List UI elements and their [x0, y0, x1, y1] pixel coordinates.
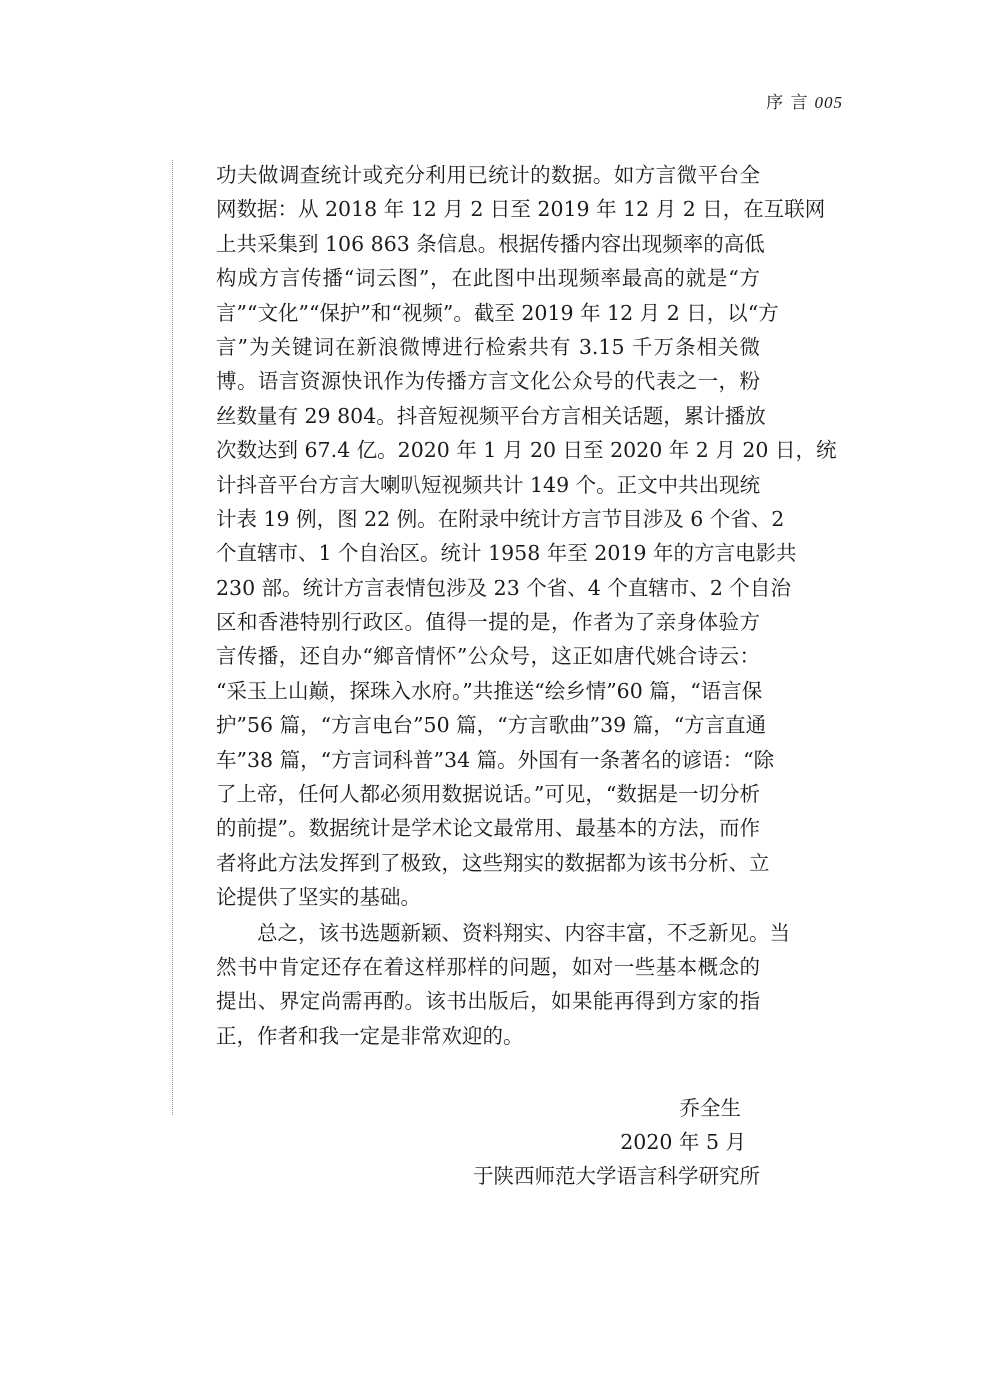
text-line: 车”38 篇，“方言词科普”34 篇。外国有一条著名的谚语：“除	[216, 747, 775, 772]
text-line: 了上帝，任何人都必须用数据说话。”可见，“数据是一切分析	[216, 782, 760, 807]
text-line: 提出、界定尚需再酌。该书出版后，如果能再得到方家的指	[216, 989, 760, 1014]
text-line: “采玉上山巅，探珠入水府。”共推送“绘乡情”60 篇，“语言保	[216, 678, 763, 703]
text-line: 护”56 篇，“方言电台”50 篇，“方言歌曲”39 篇，“方言直通	[216, 713, 767, 738]
margin-dotted-rule	[172, 160, 173, 1115]
text-line: 网数据：从 2018 年 12 月 2 日至 2019 年 12 月 2 日，在互联网	[216, 197, 826, 222]
signature-author: 乔全生	[679, 1096, 741, 1120]
paragraph-2	[216, 916, 790, 1054]
text-line: 上共采集到 106 863 条信息。根据传播内容出现频率的高低	[216, 231, 765, 256]
text-line: 言”为关键词在新浪微博进行检索共有 3.15 千万条相关微	[216, 334, 760, 359]
text-line: 的前提”。数据统计是学术论文最常用、最基本的方法，而作	[216, 816, 760, 841]
text-line: 论提供了坚实的基础。	[216, 885, 421, 910]
text-line: 230 部。统计方言表情包涉及 23 个省、4 个直辖市、2 个自治	[216, 575, 791, 600]
section-title: 序 言	[766, 93, 809, 113]
page-number: 005	[814, 93, 843, 112]
text-line: 功夫做调查统计或充分利用已统计的数据。如方言微平台全	[216, 163, 760, 187]
text-line: 博。语言资源快讯作为传播方言文化公众号的代表之一，粉	[216, 369, 760, 394]
text-line: 计表 19 例，图 22 例。在附录中统计方言节目涉及 6 个省、2	[216, 506, 785, 531]
text-line: 然书中肯定还存在着这样那样的问题，如对一些基本概念的	[216, 954, 760, 979]
text-line: 言”“文化”“保护”和“视频”。截至 2019 年 12 月 2 日，以“方	[216, 300, 779, 325]
text-line: 区和香港特别行政区。值得一提的是，作者为了亲身体验方	[216, 610, 760, 635]
text-line: 言传播，还自办“鄉音情怀”公众号，这正如唐代姚合诗云：	[216, 644, 760, 669]
running-header	[766, 88, 843, 113]
text-line: 构成方言传播“词云图”，在此图中出现频率最高的就是“方	[216, 266, 760, 291]
paragraph-1	[216, 158, 837, 915]
text-line: 正，作者和我一定是非常欢迎的。	[216, 1023, 524, 1048]
text-line: 次数达到 67.4 亿。2020 年 1 月 20 日至 2020 年 2 月 20 日，统	[216, 438, 837, 463]
signature-place: 于陕西师范大学语言科学研究所	[473, 1164, 760, 1188]
text-line: 丝数量有 29 804。抖音短视频平台方言相关话题，累计播放	[216, 403, 766, 428]
text-line: 个直辖市、1 个自治区。统计 1958 年至 2019 年的方言电影共	[216, 541, 797, 566]
text-line: 者将此方法发挥到了极致，这些翔实的数据都为该书分析、立	[216, 850, 770, 875]
text-line: 总之，该书选题新颖、资料翔实、内容丰富，不乏新见。当	[257, 920, 790, 945]
signature-date: 2020 年 5 月	[620, 1130, 746, 1154]
text-line: 计抖音平台方言大喇叭短视频共计 149 个。正文中共出现统	[216, 472, 761, 497]
body-text	[216, 158, 837, 1053]
